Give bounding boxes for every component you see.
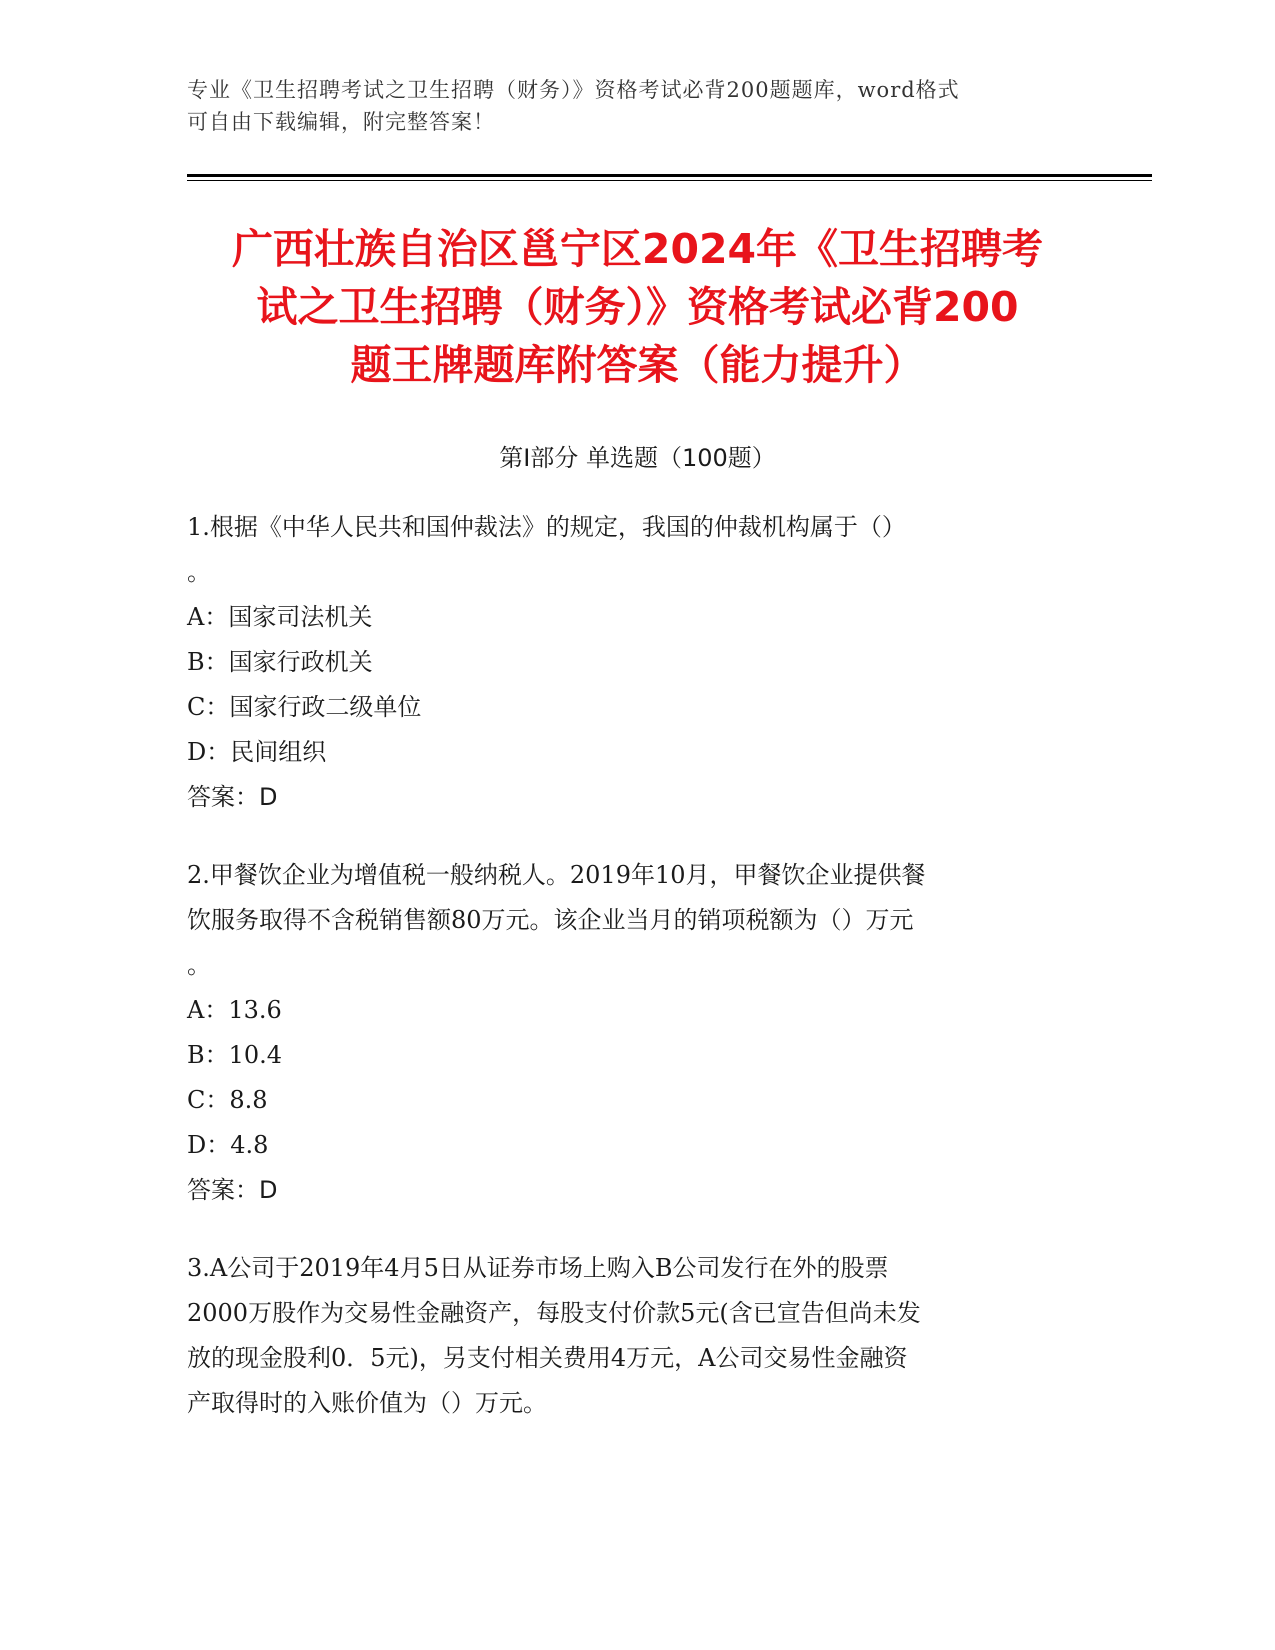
question-2: [187, 853, 1077, 1213]
question-stem-line: 。: [187, 558, 211, 586]
question-1: [187, 505, 1077, 820]
option-b: B：国家行政机关: [187, 648, 373, 676]
question-stem-line: 3.A公司于2019年4月5日从证券市场上购入B公司发行在外的股票: [187, 1254, 889, 1282]
title-line-1: 广西壮族自治区邕宁区2024年《卫生招聘考: [231, 225, 1044, 273]
header-note: [187, 74, 1067, 138]
header-rule-thin: [187, 180, 1152, 181]
option-c: C：8.8: [187, 1086, 268, 1114]
option-a: A：13.6: [187, 996, 282, 1024]
title-line-2: 试之卫生招聘（财务）》资格考试必背200: [256, 283, 1019, 331]
question-stem-line: 产取得时的入账价值为（）万元。: [187, 1389, 547, 1417]
option-a: A：国家司法机关: [187, 603, 373, 631]
question-stem-line: 饮服务取得不含税销售额80万元。该企业当月的销项税额为（）万元: [187, 906, 914, 934]
option-d: D：民间组织: [187, 738, 327, 766]
option-d: D：4.8: [187, 1131, 269, 1159]
answer: 答案：D: [187, 783, 278, 811]
header-rule-thick: [187, 174, 1152, 177]
title-line-3: 题王牌题库附答案（能力提升）: [350, 341, 925, 389]
question-stem-line: 。: [187, 951, 211, 979]
header-note-line-2: 可自由下载编辑，附完整答案！: [187, 110, 495, 134]
header-note-line-1: 专业《卫生招聘考试之卫生招聘（财务）》资格考试必背200题题库，word格式: [187, 78, 960, 102]
section-heading: 第Ⅰ部分 单选题（100题）: [499, 444, 776, 472]
option-b: B：10.4: [187, 1041, 283, 1069]
question-stem-line: 放的现金股利0．5元)，另支付相关费用4万元，A公司交易性金融资: [187, 1344, 908, 1372]
question-stem-line: 2.甲餐饮企业为增值税一般纳税人。2019年10月，甲餐饮企业提供餐: [187, 861, 926, 889]
question-stem-line: 2000万股作为交易性金融资产，每股支付价款5元(含已宣告但尚未发: [187, 1299, 921, 1327]
answer: 答案：D: [187, 1176, 278, 1204]
option-c: C：国家行政二级单位: [187, 693, 422, 721]
document-title: [140, 220, 1135, 394]
question-3: [187, 1246, 1077, 1426]
question-stem-line: 1.根据《中华人民共和国仲裁法》的规定，我国的仲裁机构属于（）: [187, 513, 906, 541]
